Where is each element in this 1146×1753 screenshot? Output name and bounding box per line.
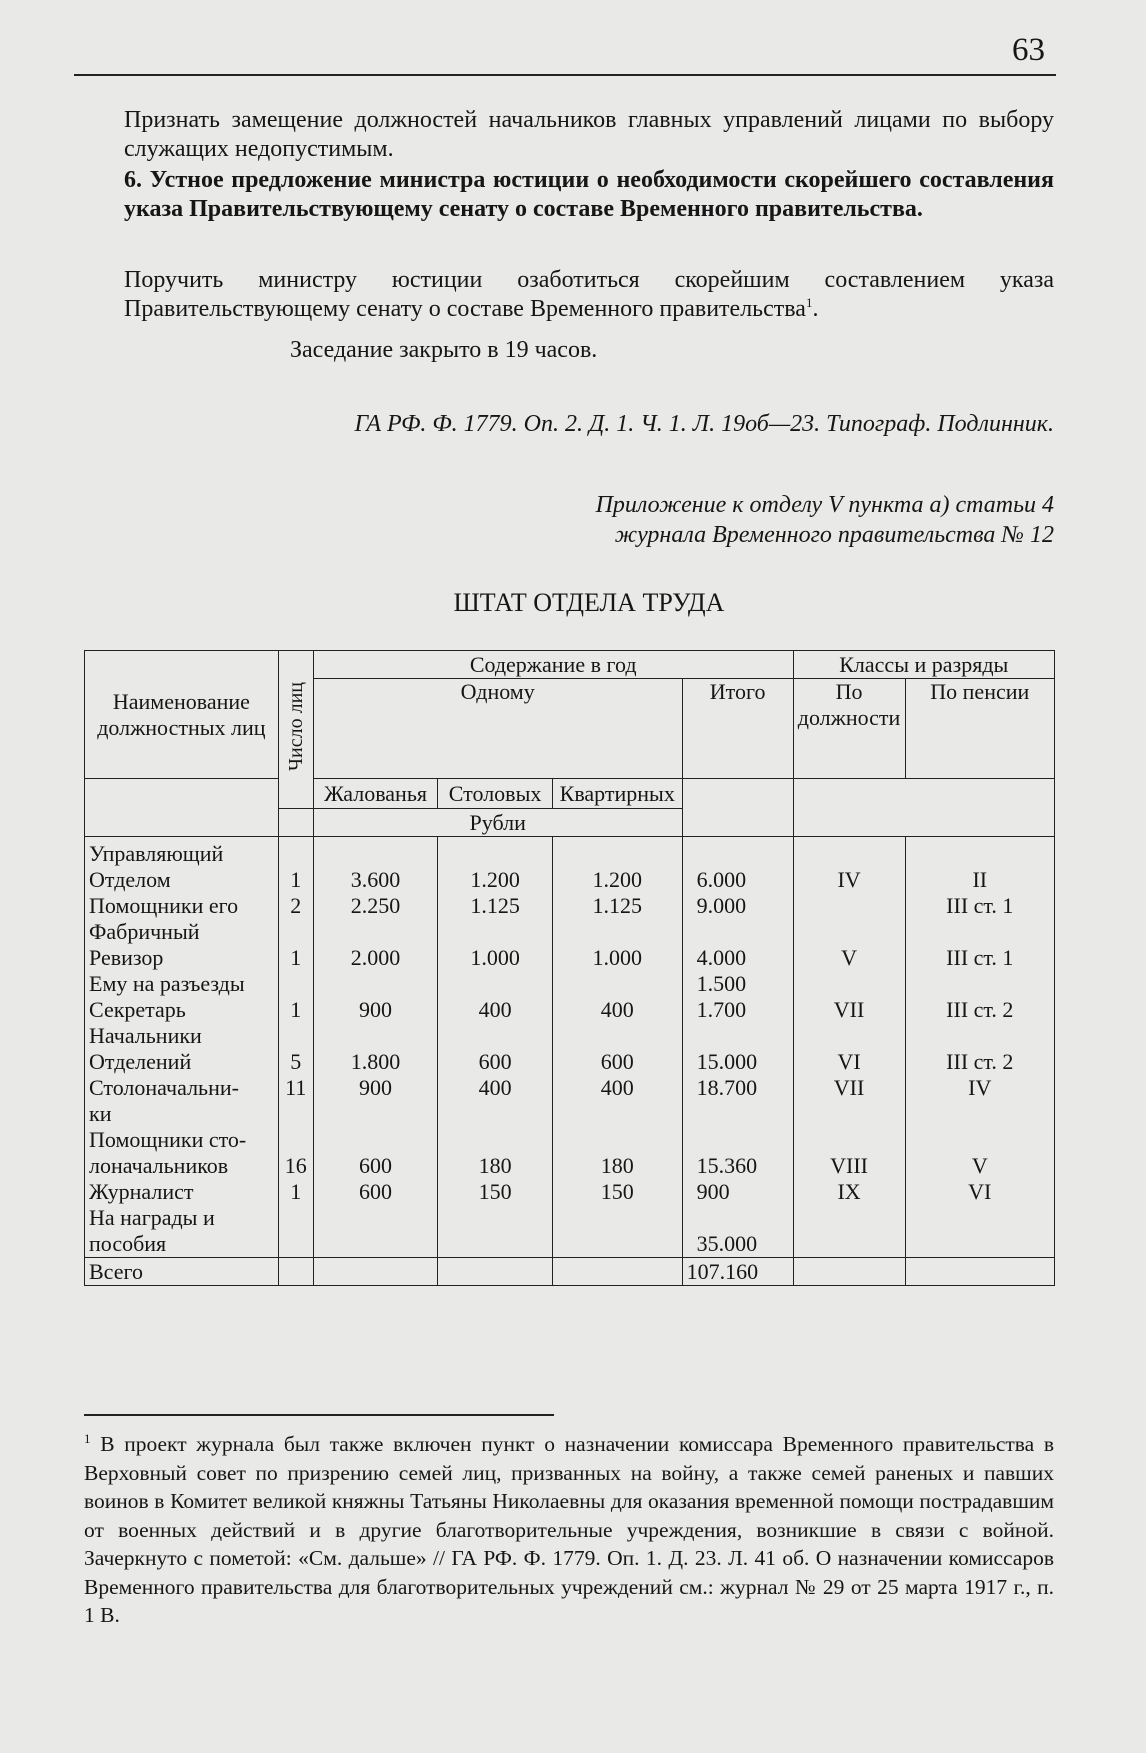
cell-total: 1.500 <box>682 971 793 997</box>
cell-housing <box>552 1023 682 1049</box>
cell-housing: 1.000 <box>552 945 682 971</box>
cell-table-money <box>438 919 553 945</box>
cell-total: 9.000 <box>682 893 793 919</box>
table-row <box>85 1153 1055 1179</box>
cell-position: VII <box>793 1075 905 1101</box>
cell-housing: 400 <box>552 1075 682 1101</box>
cell-position: V <box>793 945 905 971</box>
cell-name: ки <box>85 1101 279 1127</box>
cell-housing <box>552 971 682 997</box>
cell-salary: 900 <box>313 1075 438 1101</box>
cell-name: Ему на разъезды <box>85 971 279 997</box>
cell-total: 900 <box>682 1179 793 1205</box>
cell-housing: 180 <box>552 1153 682 1179</box>
cell-total: 18.700 <box>682 1075 793 1101</box>
cell-salary <box>313 1127 438 1153</box>
cell-pension: II <box>905 867 1054 893</box>
table-row <box>85 1179 1055 1205</box>
cell-name: Фабричный <box>85 919 279 945</box>
section-6-heading: 6. Устное предложение министра юстиции о необходимости скорейшего составления указа Правительствующему сенату о составе Временного правительства. <box>124 167 1054 222</box>
cell-total <box>682 1205 793 1231</box>
cell-total <box>682 1127 793 1153</box>
session-closed: Заседание закрыто в 19 часов. <box>290 337 598 363</box>
total-empty-6 <box>905 1258 1054 1286</box>
cell-pension <box>905 1231 1054 1258</box>
cell-name: пособия <box>85 1231 279 1258</box>
cell-count <box>278 837 313 868</box>
cell-pension: III ст. 2 <box>905 997 1054 1023</box>
cell-table-money: 400 <box>438 1075 553 1101</box>
cell-name: Начальники <box>85 1023 279 1049</box>
header-rule <box>74 74 1056 76</box>
cell-table-money: 150 <box>438 1179 553 1205</box>
cell-salary <box>313 1023 438 1049</box>
header-table-money: Столовых <box>438 779 553 809</box>
cell-pension <box>905 1023 1054 1049</box>
cell-salary <box>313 1205 438 1231</box>
cell-position <box>793 1127 905 1153</box>
cell-housing: 150 <box>552 1179 682 1205</box>
cell-pension: III ст. 1 <box>905 945 1054 971</box>
table-row <box>85 1231 1055 1258</box>
archive-reference: ГА РФ. Ф. 1779. Оп. 2. Д. 1. Ч. 1. Л. 19об—23. Типограф. Подлинник. <box>354 411 1054 437</box>
cell-position: IV <box>793 867 905 893</box>
header-total: Итого <box>682 679 793 779</box>
cell-position <box>793 1231 905 1258</box>
cell-total <box>682 919 793 945</box>
cell-total <box>682 1023 793 1049</box>
cell-count <box>278 919 313 945</box>
cell-table-money <box>438 1101 553 1127</box>
header-classes-group: Классы и разряды <box>793 651 1054 679</box>
header-housing: Квартирных <box>552 779 682 809</box>
cell-pension <box>905 919 1054 945</box>
total-empty-4 <box>552 1258 682 1286</box>
cell-position: VI <box>793 1049 905 1075</box>
cell-pension: IV <box>905 1075 1054 1101</box>
cell-name: Управляющий <box>85 837 279 868</box>
cell-position <box>793 1101 905 1127</box>
paragraph-1: Признать замещение должностей начальников главных управлений лицами по выбору служащих недопустимым. <box>124 107 1054 162</box>
cell-position <box>793 971 905 997</box>
cell-count <box>278 1127 313 1153</box>
cell-position <box>793 1023 905 1049</box>
cell-table-money <box>438 971 553 997</box>
table-row <box>85 997 1055 1023</box>
cell-housing: 1.125 <box>552 893 682 919</box>
footnote-ref: 1 <box>805 295 813 310</box>
cell-table-money <box>438 1127 553 1153</box>
cell-count: 1 <box>278 867 313 893</box>
cell-name: Отделений <box>85 1049 279 1075</box>
cell-count <box>278 1101 313 1127</box>
cell-table-money <box>438 1023 553 1049</box>
cell-name: На награды и <box>85 1205 279 1231</box>
cell-total <box>682 837 793 868</box>
cell-count: 1 <box>278 945 313 971</box>
cell-name: Помощники его <box>85 893 279 919</box>
appendix-line-2: журнала Временного правительства № 12 <box>614 522 1054 548</box>
header-count-text: Число лиц <box>284 682 307 771</box>
cell-table-money <box>438 1231 553 1258</box>
cell-table-money: 1.125 <box>438 893 553 919</box>
cell-name: лоначальников <box>85 1153 279 1179</box>
header-name: Наименование должностных лиц <box>85 651 279 779</box>
table-body <box>85 837 1055 1258</box>
table-row <box>85 1127 1055 1153</box>
cell-name: Отделом <box>85 867 279 893</box>
table-title: ШТАТ ОТДЕЛА ТРУДА <box>453 588 725 617</box>
total-empty-5 <box>793 1258 905 1286</box>
header-count-spacer <box>278 809 313 837</box>
cell-pension: VI <box>905 1179 1054 1205</box>
cell-housing: 600 <box>552 1049 682 1075</box>
header-rubles: Рубли <box>313 809 682 837</box>
cell-salary: 2.000 <box>313 945 438 971</box>
table-row <box>85 1205 1055 1231</box>
paragraph-3 <box>124 266 1054 324</box>
cell-housing <box>552 1101 682 1127</box>
header-by-position: По должности <box>793 679 905 779</box>
cell-count: 16 <box>278 1153 313 1179</box>
cell-total: 6.000 <box>682 867 793 893</box>
cell-pension <box>905 1101 1054 1127</box>
cell-salary: 1.800 <box>313 1049 438 1075</box>
cell-count <box>278 971 313 997</box>
cell-housing: 1.200 <box>552 867 682 893</box>
cell-table-money: 1.000 <box>438 945 553 971</box>
cell-pension: III ст. 1 <box>905 893 1054 919</box>
cell-position <box>793 837 905 868</box>
cell-salary <box>313 1101 438 1127</box>
cell-total: 15.360 <box>682 1153 793 1179</box>
cell-table-money: 180 <box>438 1153 553 1179</box>
table-row <box>85 1075 1055 1101</box>
cell-pension: III ст. 2 <box>905 1049 1054 1075</box>
header-total-spacer <box>682 779 793 837</box>
header-by-pension: По пенсии <box>905 679 1054 779</box>
header-per-one: Одному <box>313 679 682 779</box>
footnote-text: В проект журнала был также включен пункт о назначении комиссара Временного правительства в Верховный совет по призрению семей лиц, призванных на войну, а также семей раненых и павших воинов в Комитет великой княжны Татьяны Николаевны для оказания временной помощи пострадавшим от военных действий и в другие благотворительные учреждения, возникшие в связи с войной. Зачеркнуто с пометой: «См. дальше» // ГА РФ. Ф. 1779. Оп. 1. Д. 23. Л. 41 об. О назначении комиссаров Временного правительства для благотворительных учреждений см.: журнал № 29 от 25 марта 1917 г., п. 1 В. <box>84 1432 1055 1627</box>
cell-name: Помощники сто- <box>85 1127 279 1153</box>
page-number: 63 <box>1012 32 1045 68</box>
cell-total: 4.000 <box>682 945 793 971</box>
cell-count: 11 <box>278 1075 313 1101</box>
cell-pension <box>905 837 1054 868</box>
cell-count: 1 <box>278 997 313 1023</box>
cell-pension <box>905 1205 1054 1231</box>
cell-housing <box>552 837 682 868</box>
header-salary: Жалованья <box>313 779 438 809</box>
total-empty-2 <box>313 1258 438 1286</box>
total-value: 107.160 <box>682 1258 793 1286</box>
cell-salary: 900 <box>313 997 438 1023</box>
cell-salary: 3.600 <box>313 867 438 893</box>
cell-table-money: 1.200 <box>438 867 553 893</box>
table-row <box>85 945 1055 971</box>
staff-table <box>84 650 1055 1286</box>
table-row <box>85 919 1055 945</box>
cell-pension <box>905 971 1054 997</box>
footnote-rule <box>84 1414 554 1416</box>
cell-table-money <box>438 837 553 868</box>
cell-position: IX <box>793 1179 905 1205</box>
table-row <box>85 1049 1055 1075</box>
total-empty-3 <box>438 1258 553 1286</box>
header-count <box>278 651 313 809</box>
cell-position: VII <box>793 997 905 1023</box>
cell-name: Ревизор <box>85 945 279 971</box>
paragraph-3-text: Поручить министру юстиции озаботиться скорейшим составлением указа Правительствующему сенату о составе Временного правительства <box>124 267 1054 322</box>
table-row <box>85 837 1055 868</box>
cell-salary <box>313 837 438 868</box>
cell-housing <box>552 919 682 945</box>
cell-count <box>278 1231 313 1258</box>
appendix-line-1: Приложение к отделу V пункта а) статьи 4 <box>595 492 1054 518</box>
header-name-spacer <box>85 779 279 837</box>
cell-count <box>278 1205 313 1231</box>
cell-housing: 400 <box>552 997 682 1023</box>
cell-total <box>682 1101 793 1127</box>
cell-name: Журналист <box>85 1179 279 1205</box>
cell-salary: 2.250 <box>313 893 438 919</box>
footnote-mark: 1 <box>84 1430 91 1446</box>
table-row <box>85 893 1055 919</box>
cell-name: Секретарь <box>85 997 279 1023</box>
table-row <box>85 1023 1055 1049</box>
cell-count: 5 <box>278 1049 313 1075</box>
table-row <box>85 1101 1055 1127</box>
cell-name: Столоначальни- <box>85 1075 279 1101</box>
cell-pension: V <box>905 1153 1054 1179</box>
cell-position <box>793 893 905 919</box>
cell-total: 15.000 <box>682 1049 793 1075</box>
cell-table-money: 600 <box>438 1049 553 1075</box>
header-classes-spacer <box>793 779 1054 837</box>
cell-count: 1 <box>278 1179 313 1205</box>
paragraph-3-end: . <box>812 296 819 322</box>
cell-pension <box>905 1127 1054 1153</box>
cell-position: VIII <box>793 1153 905 1179</box>
cell-housing <box>552 1231 682 1258</box>
table-row <box>85 867 1055 893</box>
cell-housing <box>552 1205 682 1231</box>
table-row <box>85 971 1055 997</box>
cell-count <box>278 1023 313 1049</box>
cell-salary: 600 <box>313 1153 438 1179</box>
cell-salary <box>313 919 438 945</box>
footnote <box>84 1430 1054 1630</box>
cell-salary <box>313 971 438 997</box>
cell-table-money: 400 <box>438 997 553 1023</box>
cell-housing <box>552 1127 682 1153</box>
cell-table-money <box>438 1205 553 1231</box>
cell-count: 2 <box>278 893 313 919</box>
cell-salary <box>313 1231 438 1258</box>
cell-salary: 600 <box>313 1179 438 1205</box>
cell-position <box>793 1205 905 1231</box>
cell-total: 1.700 <box>682 997 793 1023</box>
cell-total: 35.000 <box>682 1231 793 1258</box>
total-empty-1 <box>278 1258 313 1286</box>
cell-position <box>793 919 905 945</box>
total-label: Всего <box>85 1258 279 1286</box>
header-salary-group: Содержание в год <box>313 651 793 679</box>
